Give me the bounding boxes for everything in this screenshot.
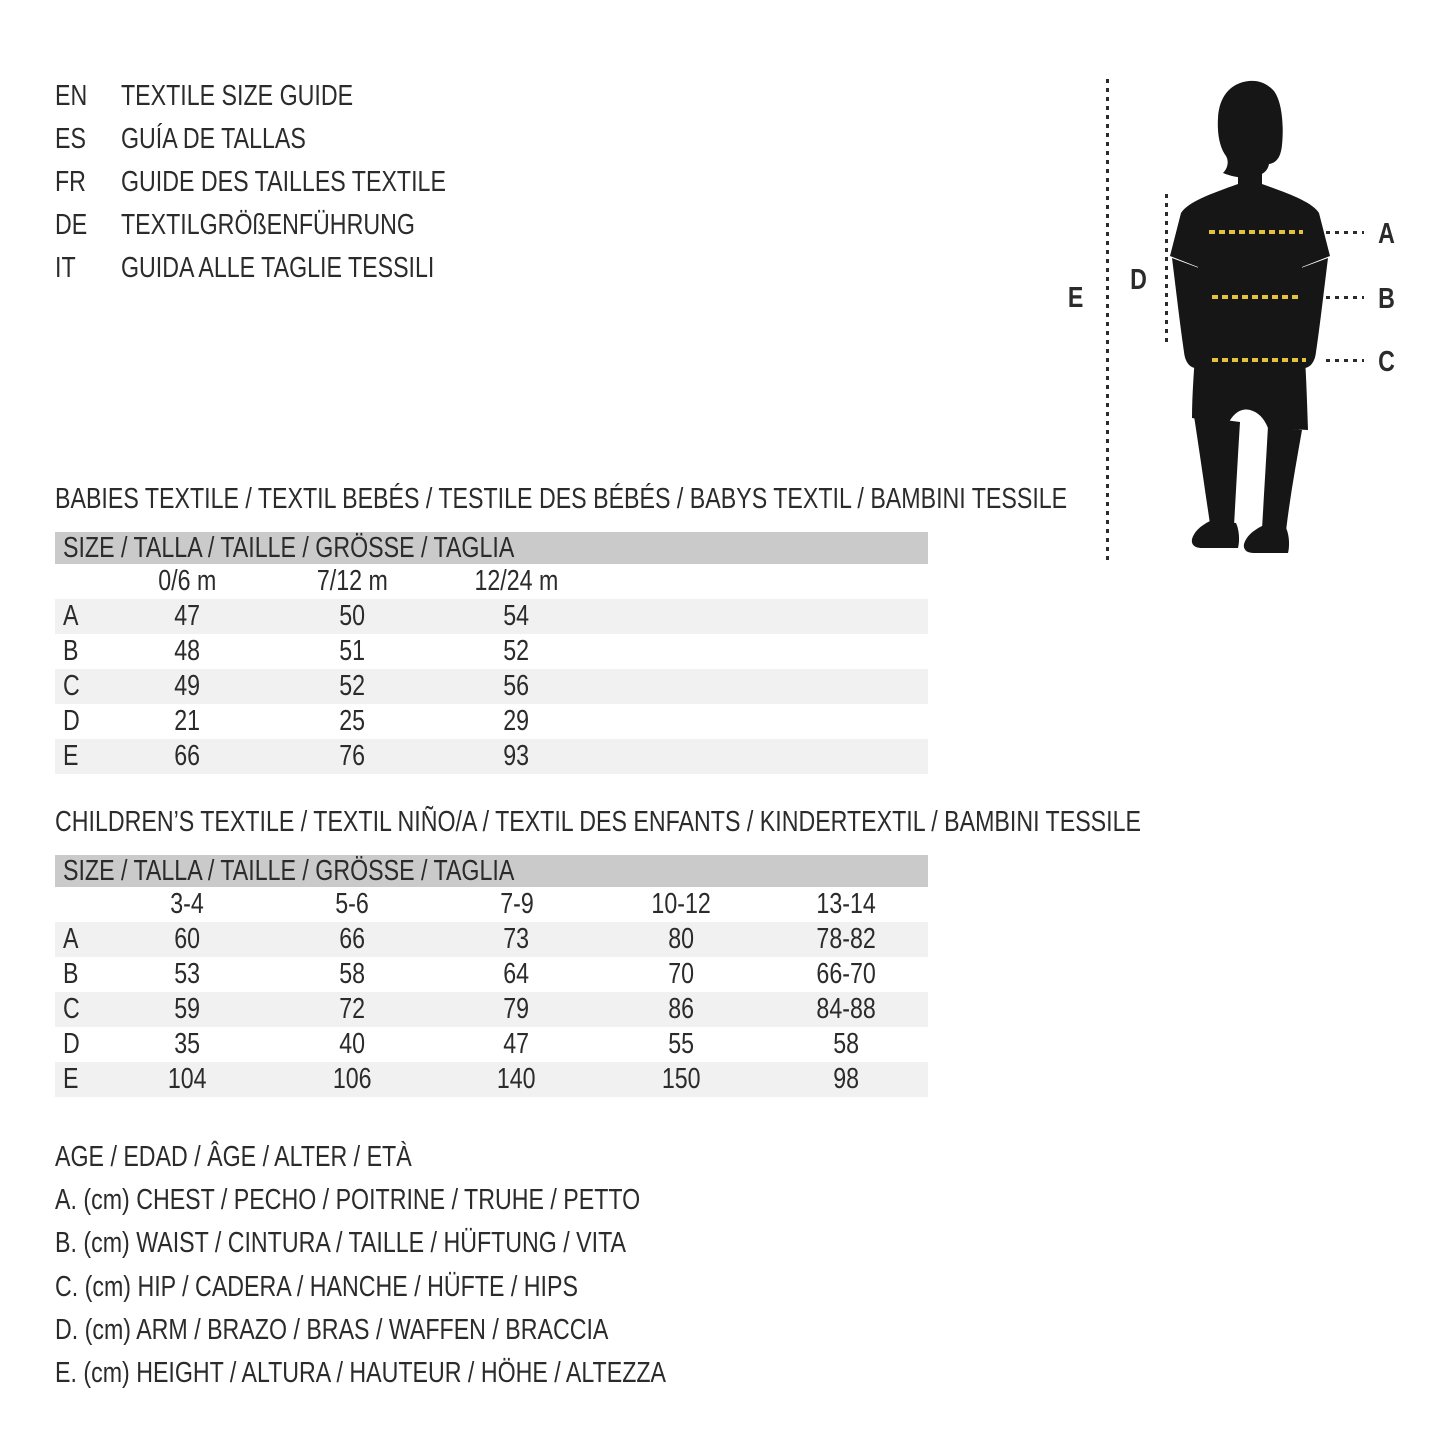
hip-dot-line-c — [1326, 359, 1364, 362]
language-code: ES — [55, 123, 86, 155]
hip-dash-line-c — [1212, 358, 1306, 362]
table-row — [55, 669, 928, 704]
waist-dot-line-b — [1326, 296, 1364, 299]
table-cell: 79 — [503, 993, 530, 1025]
column-header: 10-12 — [651, 888, 711, 920]
measurement-legend — [55, 1136, 819, 1395]
figure-label-d: D — [1130, 264, 1147, 296]
table-cell: 58 — [832, 1028, 859, 1060]
table-cell: 40 — [338, 1028, 365, 1060]
table-cell: 48 — [174, 635, 201, 667]
waist-dash-line-b — [1212, 295, 1300, 299]
table-cell: 59 — [174, 993, 201, 1025]
language-row — [55, 204, 527, 247]
column-header: 7-9 — [499, 888, 534, 920]
table-cell: 29 — [503, 705, 530, 737]
table-cell: 49 — [174, 670, 201, 702]
table-cell: 78-82 — [816, 923, 876, 955]
table-cell: 58 — [338, 958, 365, 990]
row-label: E — [63, 740, 79, 772]
language-code: DE — [55, 209, 88, 241]
table-cell: 60 — [174, 923, 201, 955]
table-row — [55, 1027, 928, 1062]
table-cell: 47 — [503, 1028, 530, 1060]
guide-title: GUÍA DE TALLAS — [121, 123, 306, 155]
column-header: 13-14 — [816, 888, 876, 920]
table-cell: 150 — [661, 1063, 701, 1095]
legend-line-chest: A. (cm) CHEST / PECHO / POITRINE / TRUHE / PETTO — [55, 1184, 641, 1217]
column-header: 7/12 m — [316, 565, 388, 597]
table-cell: 35 — [174, 1028, 201, 1060]
table-cell: 93 — [503, 740, 530, 772]
table-row — [55, 599, 928, 634]
table-cell: 73 — [503, 923, 530, 955]
children-size-table — [55, 855, 928, 1097]
table-row — [55, 739, 928, 774]
table-cell: 51 — [338, 635, 365, 667]
babies-size-table — [55, 532, 928, 774]
table-cell: 56 — [503, 670, 530, 702]
guide-title: GUIDA ALLE TAGLIE TESSILI — [121, 252, 435, 284]
babies-size-header-bar: SIZE / TALLA / TAILLE / GRÖSSE / TAGLIA — [55, 532, 928, 564]
column-header: 0/6 m — [158, 565, 217, 597]
children-section-title: CHILDREN’S TEXTILE / TEXTIL NIÑO/A / TEXTIL DES ENFANTS / KINDERTEXTIL / BAMBINI TESSILE — [55, 806, 1141, 838]
row-label: C — [63, 993, 80, 1025]
language-code: IT — [55, 252, 76, 284]
language-row — [55, 247, 527, 290]
table-cell: 54 — [503, 600, 530, 632]
legend-line-age: AGE / EDAD / ÂGE / ALTER / ETÀ — [55, 1141, 412, 1174]
table-cell: 25 — [338, 705, 365, 737]
column-header: 12/24 m — [474, 565, 559, 597]
legend-line-waist: B. (cm) WAIST / CINTURA / TAILLE / HÜFTUNG / VITA — [55, 1227, 627, 1260]
table-cell: 50 — [338, 600, 365, 632]
row-label: B — [63, 635, 79, 667]
table-cell: 52 — [338, 670, 365, 702]
row-label: A — [63, 923, 79, 955]
row-label: A — [63, 600, 79, 632]
row-label: E — [63, 1063, 79, 1095]
row-label: C — [63, 670, 80, 702]
table-cell: 52 — [503, 635, 530, 667]
table-row — [55, 634, 928, 669]
table-cell: 66-70 — [816, 958, 876, 990]
babies-section-title: BABIES TEXTILE / TEXTIL BEBÉS / TESTILE DES BÉBÉS / BABYS TEXTIL / BAMBINI TESSILE — [55, 483, 1068, 515]
table-cell: 66 — [338, 923, 365, 955]
table-cell: 76 — [338, 740, 365, 772]
table-cell: 86 — [668, 993, 694, 1025]
table-cell: 53 — [174, 958, 201, 990]
language-row — [55, 75, 527, 118]
figure-label-b: B — [1378, 283, 1395, 315]
table-cell: 80 — [668, 923, 694, 955]
language-row — [55, 118, 527, 161]
table-cell: 64 — [503, 958, 530, 990]
children-size-header-bar: SIZE / TALLA / TAILLE / GRÖSSE / TAGLIA — [55, 855, 928, 887]
table-row — [55, 1062, 928, 1097]
guide-title: GUIDE DES TAILLES TEXTILE — [121, 166, 446, 198]
language-title-block — [55, 75, 527, 290]
table-cell: 84-88 — [816, 993, 876, 1025]
chest-dash-line-a — [1209, 230, 1303, 234]
table-cell: 47 — [174, 600, 201, 632]
table-cell: 104 — [167, 1063, 207, 1095]
language-code: EN — [55, 80, 88, 112]
table-cell: 21 — [174, 705, 201, 737]
column-header: 3-4 — [170, 888, 205, 920]
table-cell: 98 — [832, 1063, 859, 1095]
table-cell: 66 — [174, 740, 201, 772]
language-code: FR — [55, 166, 86, 198]
table-cell: 70 — [668, 958, 694, 990]
chest-dot-line-a — [1326, 231, 1364, 234]
guide-title: TEXTILE SIZE GUIDE — [121, 80, 354, 112]
table-cell: 55 — [668, 1028, 694, 1060]
row-label: B — [63, 958, 79, 990]
figure-label-a: A — [1378, 218, 1395, 250]
table-cell: 106 — [332, 1063, 372, 1095]
row-label: D — [63, 1028, 80, 1060]
column-header: 5-6 — [335, 888, 369, 920]
babies-column-header-row — [55, 564, 928, 599]
children-column-header-row — [55, 887, 928, 922]
legend-line-hip: C. (cm) HIP / CADERA / HANCHE / HÜFTE / HIPS — [55, 1270, 578, 1303]
table-row — [55, 922, 928, 957]
table-row — [55, 704, 928, 739]
figure-label-c: C — [1378, 346, 1395, 378]
guide-title: TEXTILGRÖßENFÜHRUNG — [121, 209, 415, 241]
figure-label-e: E — [1067, 282, 1084, 314]
table-row — [55, 957, 928, 992]
language-row — [55, 161, 527, 204]
table-cell: 140 — [497, 1063, 536, 1095]
legend-line-height: E. (cm) HEIGHT / ALTURA / HAUTEUR / HÖHE / ALTEZZA — [55, 1357, 667, 1390]
legend-line-arm: D. (cm) ARM / BRAZO / BRAS / WAFFEN / BRACCIA — [55, 1313, 609, 1346]
table-row — [55, 992, 928, 1027]
row-label: D — [63, 705, 80, 737]
table-cell: 72 — [338, 993, 365, 1025]
